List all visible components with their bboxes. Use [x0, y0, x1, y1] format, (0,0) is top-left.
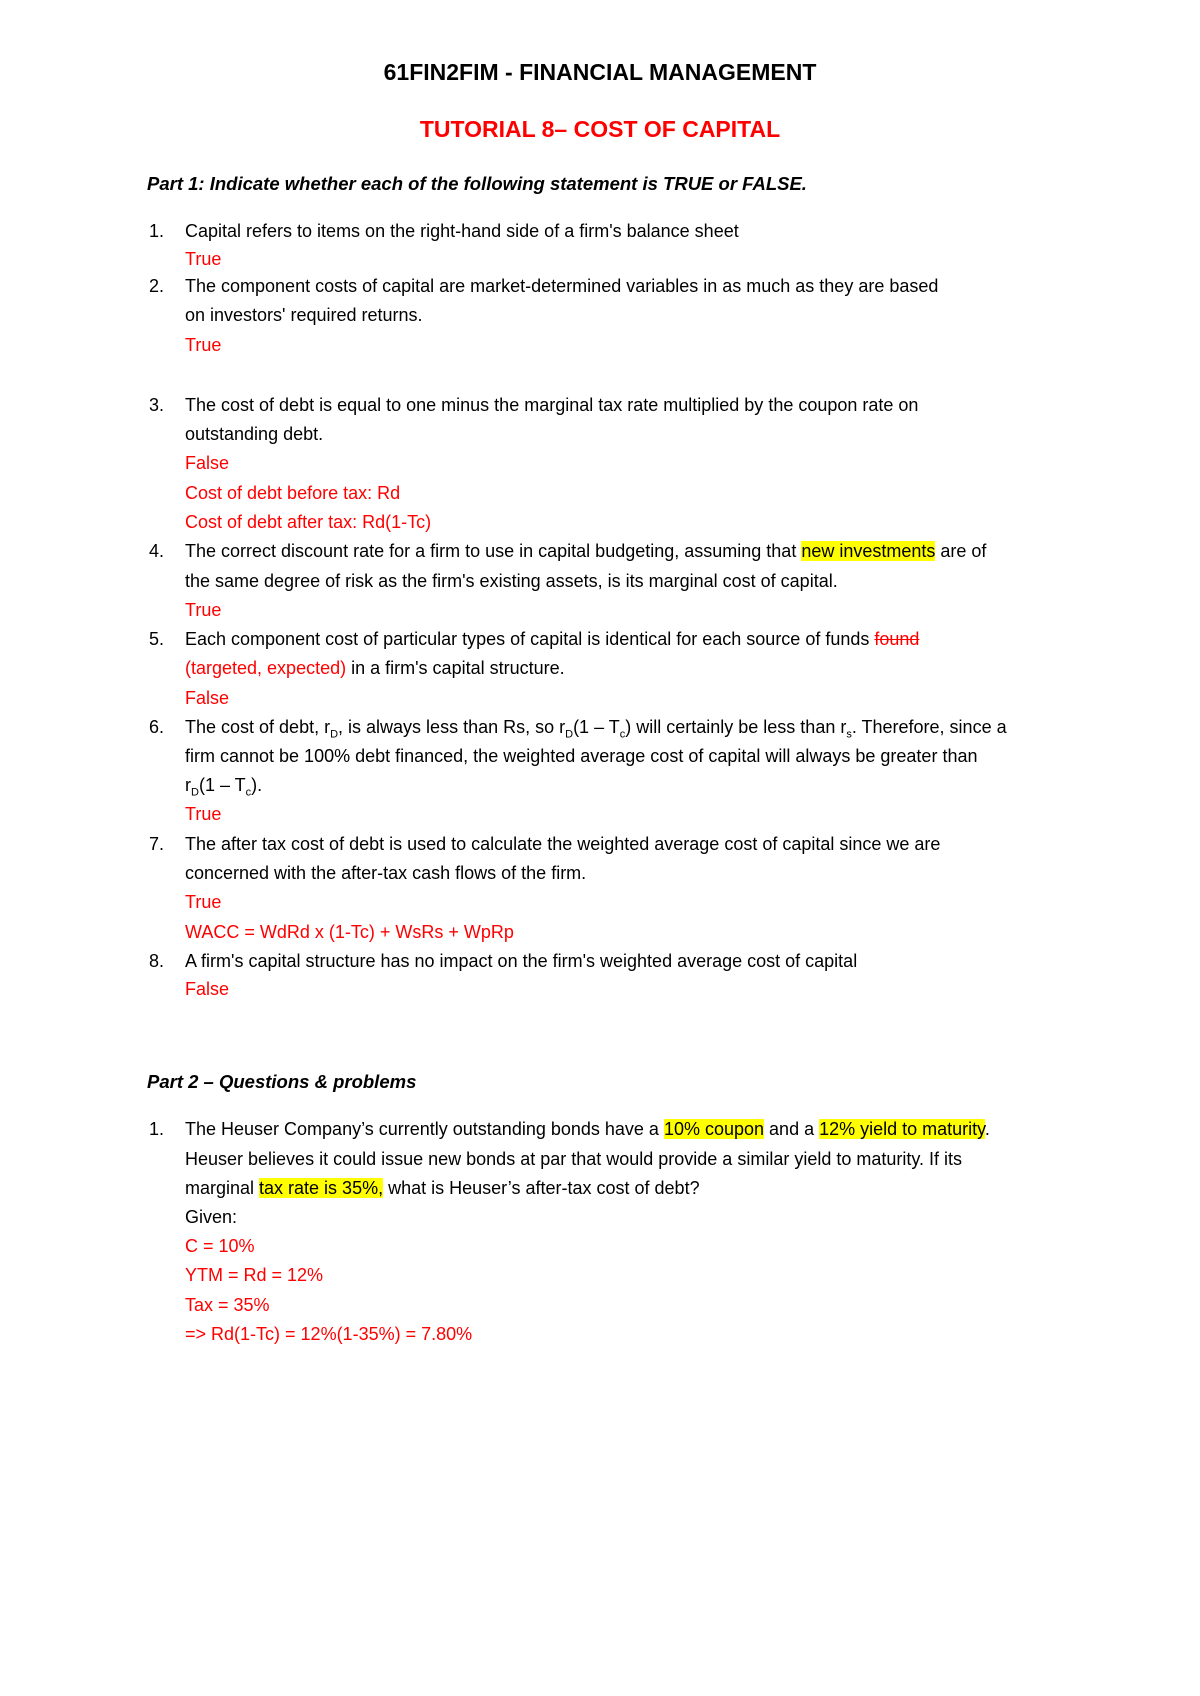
item-4-number: 4. — [149, 541, 165, 561]
item-6-answer: True — [185, 804, 222, 824]
item-4-statement-line1 — [185, 539, 986, 563]
item-6-sub-d2: D — [565, 728, 574, 741]
q1-highlight-coupon: 10% coupon — [663, 1119, 765, 1139]
item-7-statement-line1: The after tax cost of debt is used to calculate the weighted average cost of capital since we are — [185, 834, 941, 854]
item-4-statement-line2: the same degree of risk as the firm's existing assets, is its marginal cost of capital. — [185, 571, 838, 591]
item-5-statement-line2 — [185, 656, 565, 680]
q1-answer-coupon: C = 10% — [185, 1236, 255, 1256]
q1-answer-tax: Tax = 35% — [185, 1295, 270, 1315]
item-7-statement-line2: concerned with the after-tax cash flows of the firm. — [185, 863, 587, 883]
q1-number: 1. — [149, 1119, 165, 1139]
item-6-text-a: The cost of debt, r — [185, 717, 331, 737]
item-6-sub-s: s — [846, 728, 852, 741]
item-4-highlight: new investments — [801, 541, 936, 561]
q1-line1 — [185, 1117, 990, 1141]
item-7-number: 7. — [149, 834, 165, 854]
item-8-statement: A firm's capital structure has no impact on the firm's weighted average cost of capital — [185, 951, 858, 971]
item-6-sub-d3: D — [191, 786, 199, 799]
course-title: 61FIN2FIM - FINANCIAL MANAGEMENT — [383, 59, 817, 85]
item-5-text-before: Each component cost of particular types of capital is identical for each source of funds — [185, 629, 875, 649]
item-1-number: 1. — [149, 221, 165, 241]
item-6-text-d: ) will certainly be less than r — [625, 717, 847, 737]
item-6-statement-line2: firm cannot be 100% debt financed, the weighted average cost of capital will always be greater than — [185, 746, 978, 766]
item-5-struck-word: found — [874, 629, 920, 649]
item-7-answer: True — [185, 892, 222, 912]
q1-text-marginal: marginal — [185, 1178, 260, 1198]
item-4-answer: True — [185, 600, 222, 620]
item-5-answer: False — [185, 688, 230, 708]
item-5-number: 5. — [149, 629, 165, 649]
item-1-statement: Capital refers to items on the right-hand side of a firm's balance sheet — [185, 221, 739, 241]
item-6-sub-c2: c — [245, 786, 252, 799]
item-6-number: 6. — [149, 717, 165, 737]
item-1-answer: True — [185, 249, 222, 269]
q1-highlight-ytm: 12% yield to maturity — [819, 1119, 985, 1139]
item-3-number: 3. — [149, 395, 165, 415]
item-3-statement-line2: outstanding debt. — [185, 424, 324, 444]
q1-answer-ytm: YTM = Rd = 12% — [185, 1265, 324, 1285]
item-3-note-before-tax: Cost of debt before tax: Rd — [185, 483, 401, 503]
item-2-statement-line2: on investors' required returns. — [185, 305, 423, 325]
part2-heading: Part 2 – Questions & problems — [147, 1071, 417, 1092]
item-6-text-close: ). — [251, 775, 263, 795]
item-6-text-b: , is always less than Rs, so r — [338, 717, 566, 737]
item-6-text-paren: (1 – T — [198, 775, 246, 795]
q1-answer-result: => Rd(1-Tc) = 12%(1-35%) = 7.80% — [185, 1324, 473, 1344]
item-8-number: 8. — [149, 951, 165, 971]
item-5-correction: (targeted, expected) — [185, 658, 347, 678]
q1-text-c: . — [984, 1119, 990, 1139]
item-6-statement-line3 — [185, 773, 262, 805]
item-4-text-after: are of — [935, 541, 987, 561]
item-2-answer: True — [185, 335, 222, 355]
q1-text-b: and a — [764, 1119, 820, 1139]
item-3-note-after-tax: Cost of debt after tax: Rd(1-Tc) — [185, 512, 432, 532]
item-6-text-e: . Therefore, since a — [851, 717, 1007, 737]
item-3-statement-line1: The cost of debt is equal to one minus the marginal tax rate multiplied by the coupon rate on — [185, 395, 919, 415]
item-6-statement-line1 — [185, 715, 1007, 747]
item-3-answer: False — [185, 453, 230, 473]
q1-line3 — [185, 1176, 700, 1200]
q1-given-label: Given: — [185, 1207, 238, 1227]
q1-line2: Heuser believes it could issue new bonds at par that would provide a similar yield to maturity. If its — [185, 1149, 963, 1169]
q1-highlight-tax: tax rate is 35%, — [259, 1178, 384, 1198]
item-5-statement-line1 — [185, 627, 919, 651]
tutorial-title: TUTORIAL 8– COST OF CAPITAL — [419, 116, 781, 142]
item-5-text-after: in a firm's capital structure. — [346, 658, 565, 678]
item-6-text-c: (1 – T — [573, 717, 620, 737]
item-6-sub-c: c — [619, 728, 626, 741]
item-8-answer: False — [185, 979, 230, 999]
item-7-wacc-formula: WACC = WdRd x (1-Tc) + WsRs + WpRp — [185, 922, 514, 942]
q1-text-question: what is Heuser’s after-tax cost of debt? — [383, 1178, 700, 1198]
item-4-text-before: The correct discount rate for a firm to use in capital budgeting, assuming that — [185, 541, 802, 561]
q1-text-a: The Heuser Company’s currently outstanding bonds have a — [185, 1119, 664, 1139]
item-2-number: 2. — [149, 276, 165, 296]
item-6-text-r: r — [185, 775, 191, 795]
item-2-statement-line1: The component costs of capital are market-determined variables in as much as they are based — [185, 276, 939, 296]
item-6-sub-d1: D — [330, 728, 339, 741]
part1-heading: Part 1: Indicate whether each of the following statement is TRUE or FALSE. — [147, 173, 807, 194]
